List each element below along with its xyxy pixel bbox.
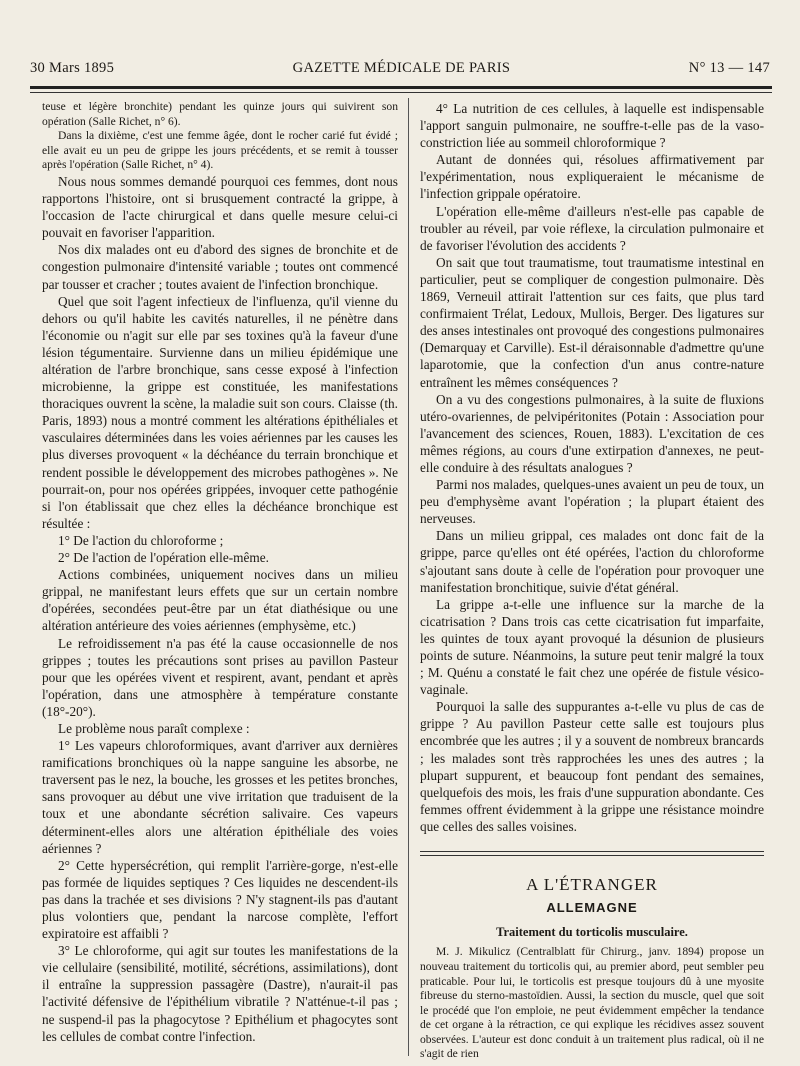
paragraph: 4° La nutrition de ces cellules, à laquelle est indispensable l'apport sanguin pulmonaire, ne souffre-t-elle pas de la vaso-constriction liée au sommeil chloroformique ? <box>420 101 764 151</box>
page-number: N° 13 — 147 <box>688 60 770 76</box>
left-column <box>42 100 398 1045</box>
paragraph: Le refroidissement n'a pas été la cause occasionnelle de nos grippes ; toutes les précautions sont prises au pavillon Pasteur pour que les opérées vivent et respirent, avant, pendant et après l'opération, dans une atmosphère à température constante (18°-20°). <box>42 635 398 719</box>
list-item: 2° De l'action de l'opération elle-même. <box>58 550 269 566</box>
section-rule-thin <box>420 855 764 856</box>
paragraph: Pourquoi la salle des suppurantes a-t-elle vu plus de cas de grippe ? Au pavillon Pasteur cette salle est toujours plus encombrée que les autres ; il y a souvent de nombreux brancards ; les malades sont très rapprochées les unes des autres ; la plupart suppurent, et beaucoup font pendant des semaines, quelquefois des mois, les frais d'une suppuration abondante. Ces femmes offrent évidemment à la grippe une résistance moindre que celles des salles voisines. <box>420 699 764 834</box>
paragraph: 1° Les vapeurs chloroformiques, avant d'arriver aux dernières ramifications bronchiques où la nappe sanguine les absorbe, ne traversent pas le nez, la bouche, les grosses et les petites bronches, sans provoquer au début une vive irritation que traduisent de la toux et une abondante sécrétion salivaire. Ces vapeurs déterminent-elles alors une altération épithéliale des voies aériennes ? <box>42 738 398 856</box>
paragraph: On sait que tout traumatisme, tout traumatisme intestinal en particulier, peut se compliquer de congestion pulmonaire. Dès 1869, Verneuil attirait l'attention sur ces faits, que plus tard confirmaient Trélat, Ledoux, Mullois, Berger. Des ligatures sur des anses intestinales ont provoqué des congestions pulmonaires (Demarquay et Carville). Est-il déraisonnable d'admettre qu'une laparotomie, que la confection d'un anus contre-nature entraînent les mêmes conséquences ? <box>420 254 764 390</box>
list-item: 1° De l'action du chloroforme ; <box>58 532 224 548</box>
paragraph: Nos dix malades ont eu d'abord des signes de bronchite et de congestion pulmonaire d'intensité variable ; toutes ont commencé par tousser et cracher ; toutes avaient de l'infection bronchique. <box>42 242 398 292</box>
article-title: Traitement du torticolis musculaire. <box>496 925 688 940</box>
page-header <box>30 60 770 84</box>
header-rule-thick <box>30 86 772 89</box>
paragraph: Autant de données qui, résolues affirmativement par l'expérimentation, nous expliqueraient le mécanisme de l'infection grippale opératoire. <box>420 152 764 202</box>
paragraph: teuse et légère bronchite) pendant les quinze jours qui suivirent son opération (Salle Richet, n° 6). <box>42 100 398 128</box>
paragraph: 3° Le chloroforme, qui agit sur toutes les manifestations de la vie cellulaire (sensibilité, motilité, sécrétions, assimilations), dont il entraîne la suppression passagère (Dastre), n'aurait-il pas l'activité défensive de l'épithélium vibratile ? N'atténue-t-il pas ; ne suspend-il pas la phagocytose ? Epithélium et phagocytes sont les cellules de combat contre l'infection. <box>42 943 398 1044</box>
column-divider <box>408 98 409 1056</box>
section-rule <box>420 851 764 852</box>
paragraph: La grippe a-t-elle une influence sur la marche de la cicatrisation ? Dans trois cas cette cicatrisation fut imparfaite, les quintes de toux ayant provoqué la désunion de plusieurs points de suture. Néanmoins, la suture peut tenir malgré la toux ; M. Quénu a constaté le fait chez une opérée de fistule vésico-vaginale. <box>420 596 764 698</box>
paragraph: Parmi nos malades, quelques-unes avaient un peu de toux, un peu d'emphysème avant l'opération ; la plupart étaient des nerveuses. <box>420 477 764 527</box>
paragraph: Dans la dixième, c'est une femme âgée, dont le rocher carié fut évidé ; elle avait eu un peu de grippe les jours précédents, et se remit à tousser après l'opération (Salle Richet, n° 4). <box>42 129 398 172</box>
paragraph: Le problème nous paraît complexe : <box>58 720 250 736</box>
paragraph: On a vu des congestions pulmonaires, à la suite de fluxions utéro-ovariennes, de pelvipéritonites (Potain : Association pour l'avancement des sciences, Rouen, 1883). L'excitation de ces mêmes régions, au cours d'une extirpation d'annexes, ne peut-elle conduire à des résultats analogues ? <box>420 391 764 475</box>
paragraph: Quel que soit l'agent infectieux de l'influenza, qu'il vienne du dehors ou qu'il habite les cavités naturelles, il ne pénètre dans l'économie ou n'agit sur elle par ses toxines qu'à la faveur d'une lésion tégumentaire. Survienne dans un milieu épidémique une altération de l'arbre bronchique, sans cesse exposé à l'infection microbienne, la grippe est constituée, les manifestations thoraciques ouvrent la scène, la maladie suit son cours. Claisse (th. Paris, 1893) nous a montré comment les altérations épithéliales et vasculaires déterminées dans les voies aériennes par les causes les plus diverses provoquent « la déchéance du terrain bronchique et rendent possible le développement des microbes pathogènes ». Ne pourrait-on, pour nos opérées grippées, invoquer cette pathogénie si l'on établissait que chez elles la déchéance bronchique est résultée : <box>42 293 398 531</box>
section-title: A L'ÉTRANGER <box>526 875 658 895</box>
right-column <box>420 100 764 1062</box>
header-rule-thin <box>30 92 772 93</box>
paragraph: 2° Cette hypersécrétion, qui remplit l'arrière-gorge, n'est-elle pas formée de liquides septiques ? Ces liquides ne descendent-ils pas dans la trachée et ses divisions ? N'y stagnent-ils pas d'autant plus volontiers que, pendant la narcose complète, l'effort expiratoire est affaibli ? <box>42 857 398 942</box>
paragraph: M. J. Mikulicz (Centralblatt für Chirurg., janv. 1894) propose un nouveau traitement du torticolis qui, au premier abord, peut sembler peu praticable. Pour lui, le torticolis est presque toujours dû à une myosite fibreuse du sterno-mastoïdien. Aussi, la section du muscle, quel que soit le procédé que l'on emploie, ne peut évidemment empêcher la tendance de cet organe à la rétraction, ce qui explique les récidives assez souvent observées. L'auteur est donc conduit à un traitement plus radical, où il ne s'agit de rien <box>420 945 764 1061</box>
issue-date: 30 Mars 1895 <box>30 60 115 76</box>
paragraph: Actions combinées, uniquement nocives dans un milieu grippal, ne manifestant leurs effets que sur un certain nombre d'opérées, secondées peut-être par un état diathésique ou une altération antérieure des voies aériennes (emphysème, etc.) <box>42 567 398 634</box>
paragraph: L'opération elle-même d'ailleurs n'est-elle pas capable de troubler au réveil, par voie réflexe, la circulation pulmonaire et de favoriser l'évolution des accidents ? <box>420 203 764 253</box>
paragraph: Nous nous sommes demandé pourquoi ces femmes, dont nous rapportons l'histoire, ont si brusquement contracté la grippe, à l'occasion de l'acte chirurgical et dans quelle mesure celui-ci pouvait en favoriser l'apparition. <box>42 173 398 241</box>
journal-title: GAZETTE MÉDICALE DE PARIS <box>292 60 511 76</box>
paragraph: Dans un milieu grippal, ces malades ont donc fait de la grippe, parce qu'elles ont été opérées, l'action du chloroforme s'ajoutant sans doute à celle de l'opération pour provoquer une manifestation bronchitique, suivie d'état général. <box>420 528 764 595</box>
section-country: ALLEMAGNE <box>546 900 638 916</box>
